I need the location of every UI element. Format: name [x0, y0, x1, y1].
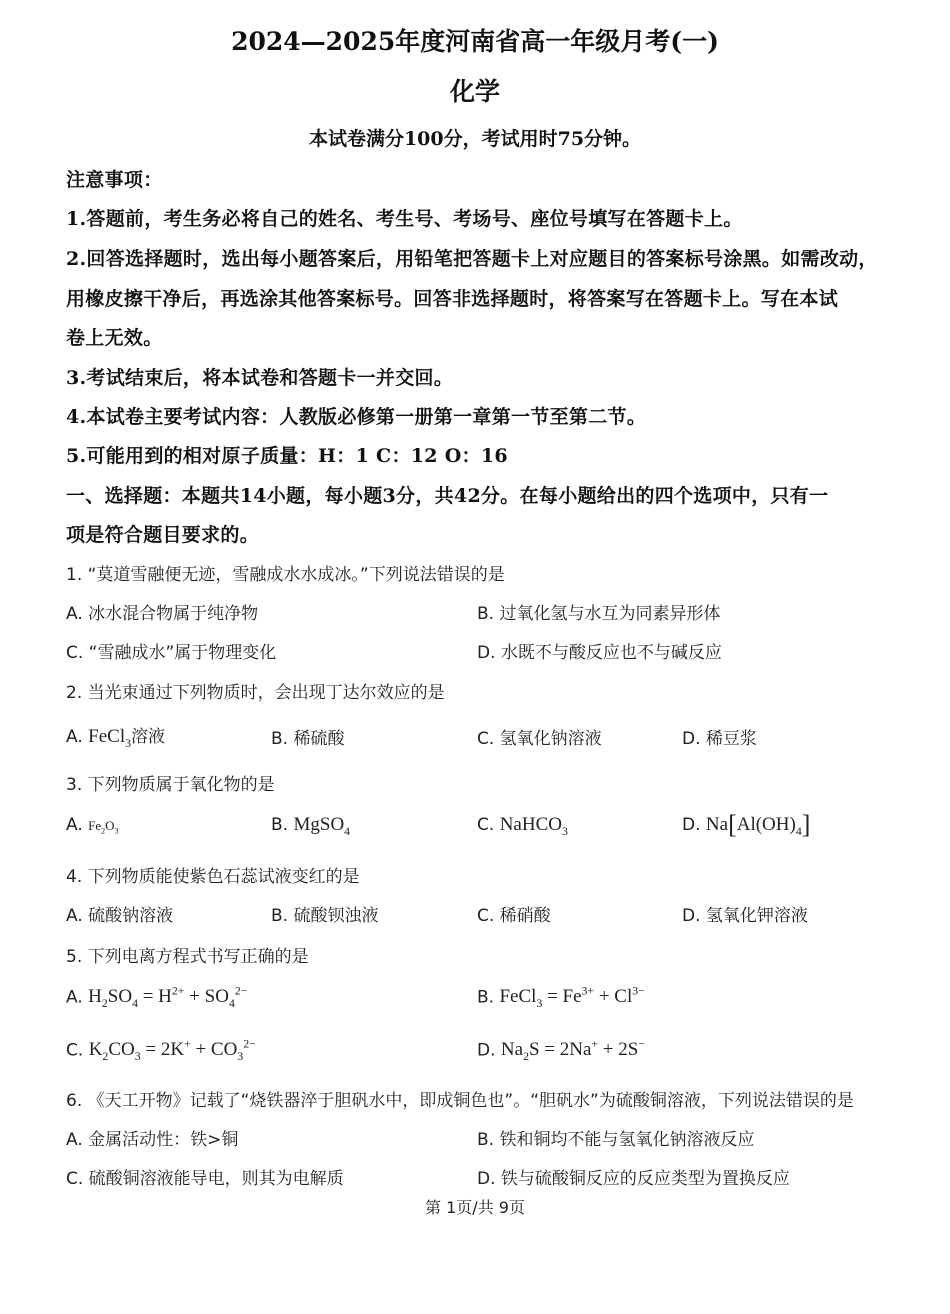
- q6-stem: 6. 《天工开物》记载了“烧铁器淬于胆矾水中，即成铜色也”。“胆矾水”为硫酸铜溶液，下列说法错误的是: [66, 1091, 854, 1111]
- q5-option-b-label: B.: [477, 987, 495, 1008]
- q3-option-d-formula: $Na[Al(OH)_4]$: [705, 810, 811, 839]
- q3-option-c-label: C.: [477, 815, 495, 835]
- q1-option-d: D. 水既不与酸反应也不与碱反应: [477, 643, 722, 663]
- q5-option-d-label: D.: [477, 1040, 496, 1061]
- notice-heading: 注意事项：: [66, 169, 163, 191]
- notice-item-4: 4.本试卷主要考试内容：人教版必修第一册第一章第一节至第二节。: [66, 406, 647, 428]
- q4-option-a: A. 硫酸钠溶液: [66, 906, 174, 926]
- q5-option-d: [477, 1038, 645, 1064]
- subject-title: 化学: [449, 77, 500, 106]
- q2-option-a: [66, 722, 165, 751]
- q5-option-c-label: C.: [66, 1040, 84, 1061]
- q3-option-b-label: B.: [271, 815, 289, 835]
- q6-option-c: C. 硫酸铜溶液能导电，则其为电解质: [66, 1169, 344, 1189]
- q5-option-a: [66, 985, 247, 1011]
- q5-stem: 5. 下列电离方程式书写正确的是: [66, 947, 309, 967]
- section-heading-line-2: 项是符合题目要求的。: [66, 524, 260, 546]
- q6-option-d: D. 铁与硫酸铜反应的反应类型为置换反应: [477, 1169, 790, 1189]
- q5-option-a-label: A.: [66, 987, 83, 1008]
- q5-option-d-equation: $Na_2S = 2Na^+ + 2S^-$: [500, 1038, 645, 1064]
- exam-info: 本试卷满分100分，考试用时75分钟。: [308, 128, 642, 150]
- exam-title: 2024—2025年度河南省高一年级月考(一): [231, 27, 719, 56]
- q2-stem: 2. 当光束通过下列物质时，会出现丁达尔效应的是: [66, 683, 445, 703]
- q5-option-a-equation: $H_2SO_4 = H^{2+} + SO_4^{2-}$: [88, 985, 248, 1011]
- q3-option-b-formula: MgSO$_4$: [293, 814, 351, 838]
- q1-option-c: C. “雪融成水”属于物理变化: [66, 643, 277, 663]
- notice-item-3: 3.考试结束后，将本试卷和答题卡一并交回。: [66, 367, 454, 389]
- q2-option-a-formula: FeCl$_3$: [88, 726, 131, 750]
- q3-option-c-formula: NaHCO$_3$: [499, 814, 568, 838]
- q3-option-a-formula: $Fe_2O_3$: [88, 818, 119, 836]
- q3-stem: 3. 下列物质属于氧化物的是: [66, 775, 275, 795]
- q1-option-b: B. 过氧化氢与水互为同素异形体: [477, 604, 721, 624]
- q2-option-a-text: 溶液: [130, 727, 165, 747]
- q5-option-c-equation: $K_2CO_3 = 2K^+ + CO_3^{2-}$: [88, 1038, 256, 1064]
- q4-option-d: D. 氢氧化钾溶液: [682, 906, 808, 926]
- q3-option-d: [682, 810, 810, 840]
- q5-option-b-equation: FeCl$_3$ = $Fe^{3+} + Cl^{3-}$: [499, 985, 645, 1011]
- q4-stem: 4. 下列物质能使紫色石蕊试液变红的是: [66, 867, 360, 887]
- q1-stem: 1. “莫道雪融便无迹，雪融成水水成冰。”下列说法错误的是: [66, 565, 505, 585]
- q6-option-b: B. 铁和铜均不能与氢氧化钠溶液反应: [477, 1130, 755, 1150]
- q3-option-b: [271, 814, 350, 839]
- q3-option-d-label: D.: [682, 815, 701, 835]
- q2-option-a-label: A.: [66, 727, 83, 747]
- q3-option-c: [477, 814, 568, 839]
- q4-option-b: B. 硫酸钡浊液: [271, 906, 379, 926]
- notice-item-2-line-2: 用橡皮擦干净后，再选涂其他答案标号。回答非选择题时，将答案写在答题卡上。写在本试: [66, 288, 839, 310]
- q5-option-c: [66, 1038, 256, 1064]
- notice-item-2-line-3: 卷上无效。: [66, 327, 163, 349]
- notice-item-5: 5.可能用到的相对原子质量：H：1 C：12 O：16: [66, 445, 508, 467]
- q5-option-b: [477, 985, 645, 1011]
- section-heading-line-1: 一、选择题：本题共14小题，每小题3分，共42分。在每小题给出的四个选项中，只有一: [66, 485, 829, 507]
- q2-option-d: D. 稀豆浆: [682, 729, 757, 749]
- page-number: 第 1页/共 9页: [425, 1198, 525, 1217]
- notice-item-1: 1.答题前，考生务必将自己的姓名、考生号、考场号、座位号填写在答题卡上。: [66, 208, 743, 230]
- q6-option-a: A. 金属活动性：铁>铜: [66, 1130, 239, 1150]
- q2-option-b: B. 稀硫酸: [271, 729, 345, 749]
- q3-option-a: [66, 815, 119, 836]
- q1-option-a: A. 冰水混合物属于纯净物: [66, 604, 259, 624]
- q3-option-a-label: A.: [66, 815, 83, 835]
- q2-option-c: C. 氢氧化钠溶液: [477, 729, 602, 749]
- notice-item-2-line-1: 2.回答选择题时，选出每小题答案后，用铅笔把答题卡上对应题目的答案标号涂黑。如需改动，: [66, 248, 878, 270]
- q4-option-c: C. 稀硝酸: [477, 906, 551, 926]
